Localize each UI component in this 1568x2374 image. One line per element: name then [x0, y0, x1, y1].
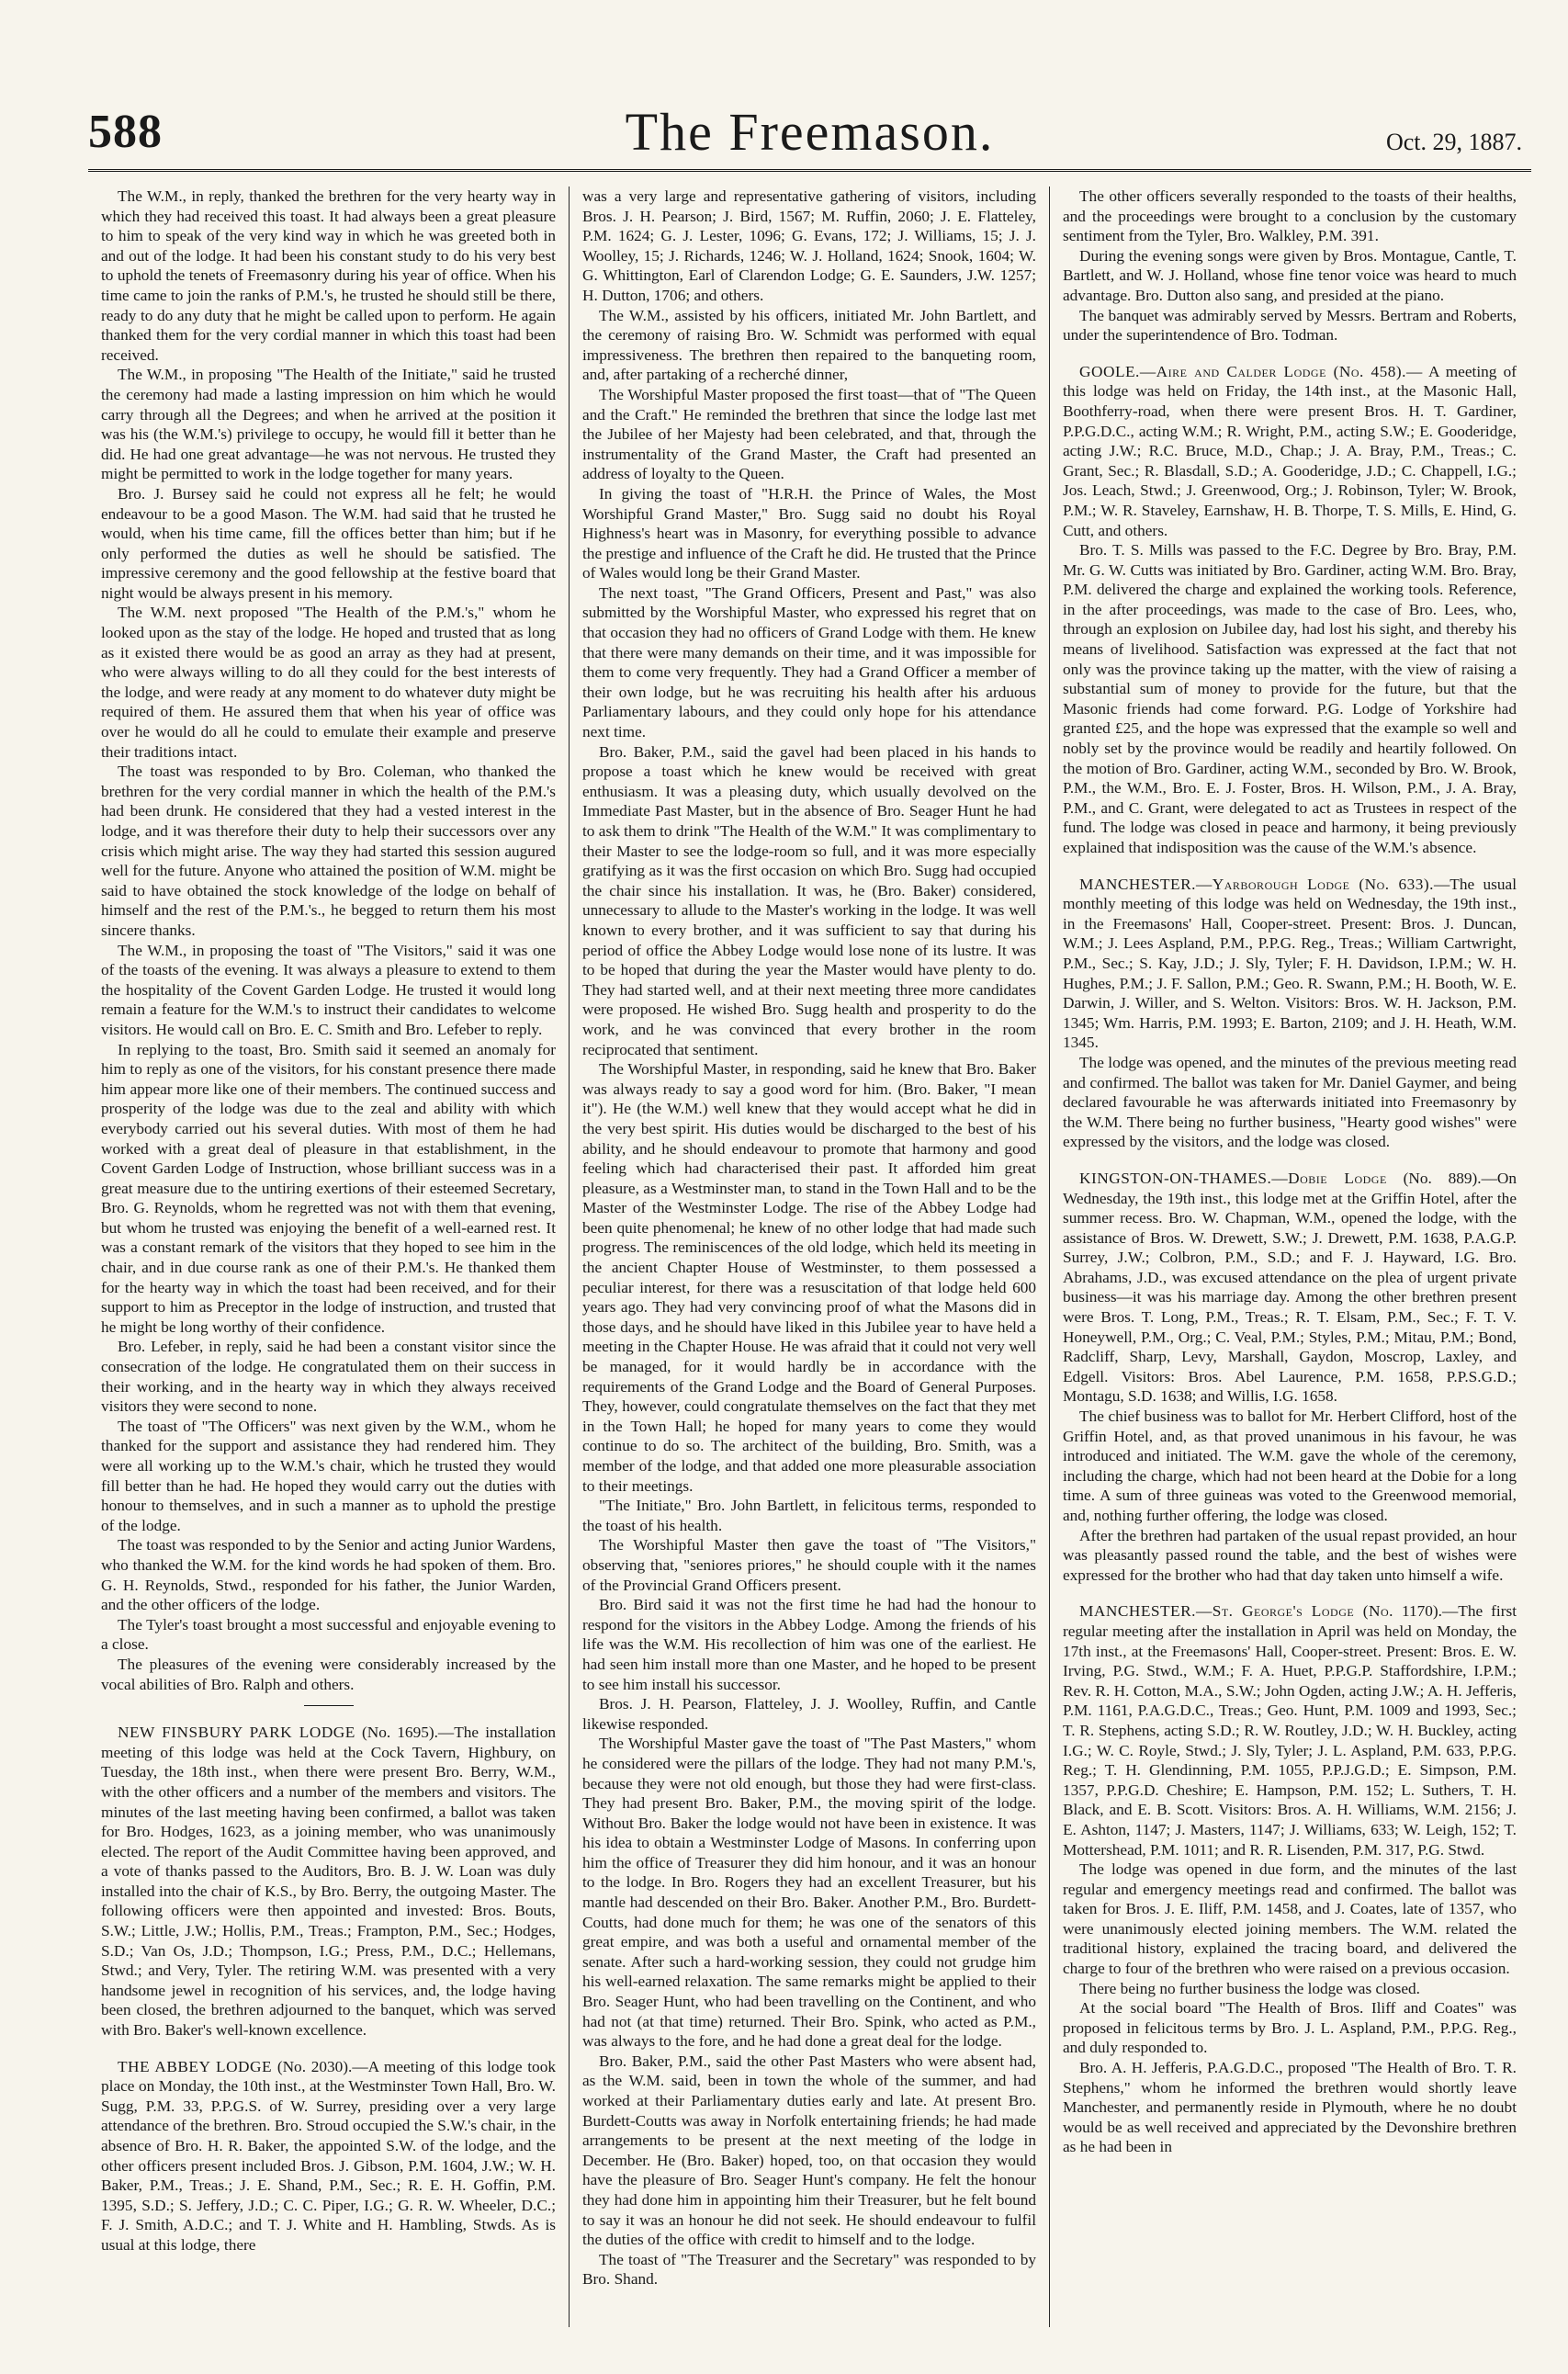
masthead — [88, 101, 1531, 172]
paragraph: At the social board "The Health of Bros. Iliff and Coates" was proposed in felicitous terms by Bro. J. L. Aspland, P.M., P.P.G. Reg., and duly responded to. — [1063, 1999, 1517, 2057]
issue-date: Oct. 29, 1887. — [1385, 129, 1522, 155]
paragraph: Bro. Lefeber, in reply, said he had been a constant visitor since the consecration of the lodge. He congratulated them on their success in their working, and in the hearty way in which they always received visitors they were second to none. — [101, 1338, 556, 1416]
section-divider — [304, 1705, 354, 1706]
paragraph: The other officers severally responded to the toasts of their healths, and the proceedings were brought to a conclusion by the customary sentiment from the Tyler, Bro. Walkley, P.M. 391. — [1063, 187, 1517, 245]
paragraph: "The Initiate," Bro. John Bartlett, in felicitous terms, responded to the toast of his health. — [582, 1497, 1036, 1534]
lodge-report — [1063, 362, 1517, 540]
paragraph: The lodge was opened, and the minutes of the previous meeting read and confirmed. The ballot was taken for Mr. Daniel Gaymer, and being declared favourable he was afterwards initiated into Freemasonry by the W.M. There being no further business, "Hearty good wishes" were expressed by the visitors, and the lodge was closed. — [1063, 1053, 1517, 1151]
paragraph: Bro. Baker, P.M., said the gavel had been placed in his hands to propose a toast which he knew would be received with great enthusiasm. It was a pleasing duty, which usually devolved on the Immediate Past Master, but in the absence of Bro. Seager Hunt he had to ask them to drink "The Health of the W.M." It was complimentary to their Master to see the lodge-room so full, and it was more especially gratifying as it was the first occasion on which Bro. Sugg had occupied the chair since his installation. It was, he (Bro. Baker) considered, unnecessary to allude to the Master's working in the lodge. It was well known to every brother, and it was sufficient to say that during his period of office the Abbey Lodge would lose none of its lustre. It was to be hoped that during the year the Master would have plenty to do. They had started well, and at their next meeting three more candidates were proposed. He wished Bro. Sugg health and prosperity to do the work, and he was convinced that every brother in the room reciprocated that sentiment. — [582, 742, 1036, 1058]
column-3 — [1049, 187, 1529, 2327]
page-number: 588 — [88, 106, 163, 158]
paragraph: The chief business was to ballot for Mr. Herbert Clifford, host of the Griffin Hotel, and, as that proved unanimous in his favour, he was introduced and initiated. The W.M. gave the whole of the ceremony, including the charge, which had not been heard at the Dobie for a long time. A sum of three guineas was voted to the Greenwood memorial, and, nothing further offering, the lodge was closed. — [1063, 1407, 1517, 1524]
paragraph: The Worshipful Master, in responding, said he knew that Bro. Baker was always ready to say a good word for him. (Bro. Baker, "I mean it"). He (the W.M.) well knew that they would accept what he did in the very best spirit. His duties would be discharged to the best of his ability, and he should endeavour to promote that harmony and good feeling which had characterised their past. It afforded him great pleasure, as a Westminster man, to stand in the Town Hall and to be the Master of the Westminster Lodge. The rise of the Abbey Lodge had been quite phenomenal; he knew of no other lodge that had made such progress. The reminiscences of the old lodge, which held its meeting in the ancient Chapter House of Westminster, to them possessed a peculiar interest, for there was a resuscitation of that lodge held 600 years ago. They had very convincing proof of what the Masons did in those days, and he should have liked in this Jubilee year to have held a meeting in the Chapter House. He was afraid that it could not very well be managed, for it would hardly be in accordance with the requirements of the Grand Lodge and the Board of General Purposes. They, however, could congratulate themselves on the fact that they met in the Town Hall; he hoped for many years to come they would continue to do so. The architect of the building, Bro. Smith, was a member of the lodge, and that added one more pleasurable association to their meetings. — [582, 1060, 1036, 1495]
section-text: 1170).—The first regular meeting after the installation in April was held on Monday, the 17th inst., at the Freemasons' Hall, Cooper-street. Present: Bros. E. W. Irving, P.G. Stwd., W.M.; F. A. Huet, P.P.G.P. Staffordshire, I.P.M.; Rev. R. H. Cotton, M.A., S.W.; John Ogden, acting J.W.; A. H. Jefferis, P.M. 1161, P.A.G.D.C., Treas.; Geo. Hunt, P.M. 1009 and 1993, Sec.; T. R. Stephens, acting S.D.; R. W. Routley, J.D.; W. H. Buckley, acting I.G.; W. C. Royle, Stwd.; J. Sly, Tyler; J. L. Aspland, P.M. 633, P.P.G. Reg.; T. H. Glendinning, P.M. 1055, P.P.J.G.D.; E. Simpson, P.M. 1357, P.P.G.D. Cheshire; E. Hampson, P.M. 152; L. Suthers, T. H. Black, and E. B. Scott. Visitors: Bros. A. H. Williams, W.M. 2156; J. E. Ashton, 1147; J. Masters, 1147; J. Williams, 633; W. Leigh, 152; T. Mottershead, P.M. 1011; and R. R. Lisenden, P.M. 317, P.G. Stwd. — [1063, 1602, 1517, 1859]
paragraph: The Worshipful Master gave the toast of "The Past Masters," whom he considered were the pillars of the lodge. They had not many P.M.'s, because they were not old enough, but those they had were first-class. They had present Bro. Baker, P.M., the moving spirit of the lodge. Without Bro. Baker the lodge would not have been in existence. It was his idea to obtain a Westminster Lodge of Masons. In conferring upon him the office of Treasurer they did him honour, and it was an honour to the lodge. In Bro. Rogers they had an excellent Treasurer, but his mantle had descended on their Bro. Baker. Another P.M., Bro. Burdett-Coutts, had done much for them; he was one of the senators of this great empire, and was both a useful and ornamental member of the senate. After such a hard-working session, they could not grudge him his well-earned relaxation. The same remarks might be applied to their Bro. Seager Hunt, who had been travelling on the Continent, and who had not (at that time) returned. Their Bro. Spink, who acted as P.M., was always to the fore, and he had done a great deal for the lodge. — [582, 1735, 1036, 2051]
paragraph: The Worshipful Master then gave the toast of "The Visitors," observing that, "seniores priores," he should couple with it the names of the Provincial Grand Officers present. — [582, 1536, 1036, 1594]
paragraph: The W.M., assisted by his officers, initiated Mr. John Bartlett, and the ceremony of raising Bro. W. Schmidt was performed with equal impressiveness. The brethren then repaired to the banqueting room, and, after partaking of a recherché dinner, — [582, 306, 1036, 384]
section-text: A meeting of this lodge was held on Friday, the 14th inst., at the Masonic Hall, Boothferry-road, when there were present Bros. H. T. Gardiner, P.P.G.D.C., acting W.M.; R. Wright, P.M., acting S.W.; E. Gooderidge, acting J.W.; R.C. Bruce, M.D., Chap.; J. A. Bray, P.M., Treas.; C. Grant, Sec.; R. Blasdall, S.D.; A. Gooderidge, J.D.; C. Chappell, I.G.; Jos. Leach, Stwd.; J. Greenwood, Org.; J. Robinson, Tyler; W. Brook, P.M.; W. R. Staveley, Earnshaw, H. B. Thorpe, T. S. Mills, E. Hind, G. Cutt, and others. — [1063, 362, 1517, 539]
paragraph: The next toast, "The Grand Officers, Present and Past," was also submitted by the Worshipful Master, who expressed his regret that on that occasion they had no officers of Grand Lodge with them. He knew that there were many demands on their time, and it was impossible for them to come very frequently. They had a Grand Officer a member of their own lodge, but he was recruiting his health after his arduous Parliamentary labours, and they could only hope for his attendance next time. — [582, 583, 1036, 741]
paragraph: There being no further business the lodge was closed. — [1079, 1979, 1420, 1997]
paragraph: The W.M., in reply, thanked the brethren for the very hearty way in which they had received this toast. It had always been a great pleasure to him to speak of the very kind way in which he was greeted both in and out of the lodge. It had been his constant study to do his very best to uphold the tenets of Freemasonry during his year of office. When his time came to join the ranks of P.M.'s, he trusted he should still be there, ready to do any duty that he might be called upon to perform. He again thanked them for the very cordial manner in which this toast had been received. — [101, 187, 556, 364]
lodge-report — [1063, 1169, 1517, 1407]
section-text: (No. 889).—On Wednesday, the 19th inst., this lodge met at the Griffin Hotel, after the summer recess. Bro. W. Chapman, W.M., opened the lodge, with the assistance of Bros. W. Drewett, S.W.; J. Drewett, P.M. 1638, P.A.G.P. Surrey, J.W.; Colbron, P.M., S.D.; and F. J. Hayward, I.G. Bro. Abrahams, J.D., was excused attendance on the plea of urgent private business—it was his marriage day. Among the other brethren present were Bros. T. Long, P.M., Treas.; R. T. Elsam, P.M., Sec.; F. T. V. Honeywell, P.M., Org.; C. Veal, P.M.; Styles, P.M.; Mitau, P.M.; Bond, Radcliff, Sharp, Levy, Marshall, Gaydon, Moscrop, Laxley, and Edgell. Visitors: Bros. Abel Laurence, P.M. 1658, P.P.S.G.D.; Montagu, S.D. 1638; and Willis, I.G. 1658. — [1063, 1169, 1517, 1406]
lodge-report — [101, 2057, 556, 2255]
section-text: (No. 2030).—A meeting of this lodge took place on Monday, the 10th inst., at the Westminster Town Hall, Bro. W. Sugg, P.M. 33, P.P.G.S. of W. Surrey, presiding over a very large attendance of the brethren. Bro. Stroud occupied the S.W.'s chair, in the absence of Bro. H. R. Baker, the appointed S.W. of the lodge, and the other officers present included Bros. J. Gibson, P.M. 1604, J.W.; W. H. Baker, P.M., Treas.; J. E. Shand, P.M., Sec.; R. E. H. Goffin, P.M. 1395, S.D.; S. Jeffery, J.D.; C. C. Piper, I.G.; G. R. W. Wheeler, D.C.; F. J. Smith, A.D.C.; and T. J. White and H. Hambling, Stwds. As is usual at this lodge, there — [101, 2057, 556, 2254]
paragraph: The W.M., in proposing the toast of "The Visitors," said it was one of the toasts of the evening. It was always a pleasure to extend to them the hospitality of the Covent Garden Lodge. He trusted it would long remain a feature for the W.M.'s to instruct their candidates to welcome visitors. He would call on Bro. E. C. Smith and Bro. Lefeber to reply. — [101, 941, 556, 1038]
paragraph: Bro. J. Bursey said he could not express all he felt; he would endeavour to be a good Mason. The W.M. had said that he trusted he would, when his time came, fill the offices better than him; but if he only performed the duties as well he should be satisfied. The impressive ceremony and the good fellowship at the festive board that night would be always present in his memory. — [101, 484, 556, 602]
lodge-report — [1063, 1601, 1517, 1860]
paragraph: The toast was responded to by the Senior and acting Junior Wardens, who thanked the W.M. for the kind words he had spoken of them. Bro. G. H. Reynolds, Stwd., responded for his father, the Junior Warden, and the other officers of the lodge. — [101, 1536, 556, 1614]
paragraph: The Worshipful Master proposed the first toast—that of "The Queen and the Craft." He reminded the brethren that since the lodge last met the Jubilee of her Majesty had been celebrated, and that, through the instrumentality of the Grand Master, the Craft had presented an address of loyalty to the Queen. — [582, 385, 1036, 483]
section-heading: KINGSTON-ON-THAMES.—Dobie Lodge — [1079, 1169, 1387, 1187]
section-heading: MANCHESTER.—Yarborough Lodge (No. 633). — [1079, 875, 1434, 893]
paragraph: The W.M. next proposed "The Health of the P.M.'s," whom he looked upon as the stay of the lodge. He hoped and trusted that as long as it existed there would be as good an array as they had at present, who were always willing to do all they could for the best interests of the lodge, and were ready at any moment to do whatever duty might be required of them. He assured them that when his year of office was over he would do all he could to emulate their example and preserve their traditions intact. — [101, 604, 556, 761]
paragraph: Bros. J. H. Pearson, Flatteley, J. J. Woolley, Ruffin, and Cantle likewise responded. — [582, 1695, 1036, 1733]
column-1 — [88, 187, 569, 2327]
lodge-report — [1063, 875, 1517, 1053]
section-text: (No. 1695).—The installation meeting of this lodge was held at the Cock Tavern, Highbury, on Tuesday, the 18th inst., when there were present Bro. Berry, W.M., with the other officers and a number of the members and visitors. The minutes of the last meeting having been confirmed, a ballot was taken for Bro. Hodges, 1623, as a joining member, who was unanimously elected. The report of the Audit Committee having been approved, and a vote of thanks passed to the Auditors, Bro. B. J. W. Loan was duly installed into the chair of K.S., by Bro. Berry, the outgoing Master. The following officers were then appointed and invested: Bros. Bouts, S.W.; Little, J.W.; Hollis, P.M., Treas.; Frampton, P.M., Sec.; Hodges, S.D.; Van Os, J.D.; Thompson, I.G.; Press, P.M., D.C.; Hellemans, Stwd.; and Very, Tyler. The retiring W.M. was presented with a very handsome jewel in recognition of his services, and, the lodge having been closed, the brethren adjourned to the banquet, which was served with Bro. Baker's well-known excellence. — [101, 1724, 556, 2040]
section-heading: THE ABBEY LODGE — [118, 2057, 273, 2075]
section-text: —The usual monthly meeting of this lodge was held on Wednesday, the 19th inst., in the Freemasons' Hall, Cooper-street. Present: Bros. J. Duncan, W.M.; J. Lees Aspland, P.M., P.P.G. Reg., Treas.; William Cartwright, P.M., Sec.; S. Kay, J.D.; J. Sly, Tyler; F. H. Davidson, I.P.M.; W. H. Hughes, P.M.; J. F. Sallon, P.M.; Geo. R. Swann, P.M.; H. Booth, W. E. Darwin, J. Willer, and S. Welton. Visitors: Bros. W. H. Jackson, P.M. 1345; Wm. Harris, P.M. 1993; E. Barton, 2109; and J. H. Heath, W.M. 1345. — [1063, 875, 1517, 1052]
newspaper-title: The Freemason. — [625, 102, 995, 162]
paragraph: In giving the toast of "H.R.H. the Prince of Wales, the Most Worshipful Grand Master," Bro. Sugg said no doubt his Royal Highness's heart was in Masonry, for everything possible to advance the prestige and influence of the Craft he did. He trusted that the Prince of Wales would long be their Grand Master. — [582, 484, 1036, 582]
section-heading: MANCHESTER.—St. George's Lodge (No. — [1079, 1602, 1393, 1621]
column-2 — [569, 187, 1049, 2327]
paragraph: Bro. Bird said it was not the first time he had had the honour to respond for the visitors in the Abbey Lodge. Among the friends of his life was the W.M. His recollection of him was one of the earliest. He had seen him install more than one Master, and he hoped to be present to see him install his successor. — [582, 1596, 1036, 1693]
article-columns — [88, 187, 1531, 2327]
paragraph: During the evening songs were given by Bros. Montague, Cantle, T. Bartlett, and W. J. Holland, whose fine tenor voice was heard to much advantage. Bro. Dutton also sang, and presided at the piano. — [1063, 246, 1517, 304]
paragraph: Bro. T. S. Mills was passed to the F.C. Degree by Bro. Bray, P.M. Mr. G. W. Cutts was initiated by Bro. Gardiner, acting W.M. Bro. Bray, P.M. delivered the charge and explained the working tools. Reference, in the after proceedings, was made to the case of Bro. Lees, who, through an explosion on Jubilee day, had lost his sight, and thereby his means of livelihood. Satisfaction was expressed at the fact that not only was the province taking up the matter, with the view of raising a substantial sum of money to provide for the future, but that the Masonic friends had come forward. P.G. Lodge of Yorkshire had granted £25, and the hope was expressed that the example so well and nobly set by the province would be readily and heartily followed. On the motion of Bro. Gardiner, acting W.M., seconded by Bro. W. Brook, P.M., the W.M., Bro. E. J. Foster, Bros. H. Wilson, P.M., J. A. Bray, P.M., and C. Grant, were delegated to act as Trustees in respect of the fund. The lodge was closed in peace and harmony, it being previously explained that indisposition was the cause of the W.M.'s absence. — [1063, 541, 1517, 856]
paragraph: The lodge was opened in due form, and the minutes of the last regular and emergency meetings read and confirmed. The ballot was taken for Bros. J. E. Iliff, P.M. 1458, and J. Coates, late of 1357, who were unanimously elected joining members. The W.M. related the traditional history, explained the tracing board, and delivered the charge to four of the brethren who were raised on a previous occasion. — [1063, 1860, 1517, 1978]
paragraph: The banquet was admirably served by Messrs. Bertram and Roberts, under the superintendence of Bro. Todman. — [1063, 306, 1517, 345]
section-heading: GOOLE.—Aire and Calder Lodge (No. 458).— — [1079, 362, 1423, 380]
section-heading: NEW FINSBURY PARK LODGE — [118, 1724, 355, 1742]
paragraph: The Tyler's toast brought a most successful and enjoyable evening to a close. — [101, 1615, 556, 1654]
paragraph: The W.M., in proposing "The Health of the Initiate," said he trusted the ceremony had made a lasting impression on him which he would carry through all the Degrees; and when he arrived at the position it was his (the W.M.'s) privilege to occupy, he would fill it better than he did. He had one great advantage—he was not nervous. He trusted they might be permitted to work in the lodge together for many years. — [101, 366, 556, 483]
paragraph: was a very large and representative gathering of visitors, including Bros. J. H. Pearson; J. Bird, 1567; M. Ruffin, 2060; J. E. Flatteley, P.M. 1624; G. J. Lester, 1096; G. Evans, 172; J. Williams, 15; J. J. Woolley, 15; J. Richards, 1246; W. J. Holland, 1624; Snook, 1604; W. G. Whittington, Earl of Clarendon Lodge; G. E. Saunders, J.W. 1257; H. Dutton, 1706; and others. — [582, 187, 1036, 304]
paragraph: The toast of "The Officers" was next given by the W.M., whom he thanked for the support and assistance they had rendered him. They were all working up to the W.M.'s chair, which he trusted they would fill better than he had. He hoped they would carry out the duties with honour to themselves, and in such a manner as to uphold the prestige of the lodge. — [101, 1417, 556, 1534]
paragraph: Bro. A. H. Jefferis, P.A.G.D.C., proposed "The Health of Bro. T. R. Stephens," whom he informed the brethren would shortly leave Manchester, and permanently reside in Plymouth, where he no doubt would be as well received and appreciated by the Devonshire brethren as he had been in — [1063, 2059, 1517, 2156]
paragraph: Bro. Baker, P.M., said the other Past Masters who were absent had, as the W.M. said, been in town the whole of the summer, and had worked at their Parliamentary duties early and late. At present Bro. Burdett-Coutts was away in Norfolk entertaining friends; he had made arrangements to be present at the next meeting of the lodge in December. He (Bro. Baker) hoped, too, on that occasion they would have the pleasure of Bro. Seager Hunt's company. He felt the honour they had done him in appointing him their Treasurer, but he felt bound to say it was an honour he did not seek. He should endeavour to fulfil the duties of the office with credit to himself and to the lodge. — [582, 2052, 1036, 2249]
paragraph: The pleasures of the evening were considerably increased by the vocal abilities of Bro. Ralph and others. — [101, 1655, 556, 1693]
paragraph: The toast was responded to by Bro. Coleman, who thanked the brethren for the very cordial manner in which the health of the P.M.'s had been drunk. He considered that they had a vested interest in the lodge, and it was therefore their duty to help their successors over any crisis which might arise. The way they had started this session augured well for the future. Anyone who attained the position of W.M. might be said to have obtained the stock knowledge of the lodge on behalf of himself and the rest of the P.M.'s., he begged to return them his most sincere thanks. — [101, 763, 556, 939]
lodge-report — [101, 1723, 556, 2041]
paragraph: The toast of "The Treasurer and the Secretary" was responded to by Bro. Shand. — [582, 2250, 1036, 2289]
paragraph: In replying to the toast, Bro. Smith said it seemed an anomaly for him to reply as one of the visitors, for his constant presence there made him appear more like one of their members. The continued success and prosperity of the lodge was due to the zeal and ability with which everybody carried out his several duties. With most of them he had worked with a great deal of pleasure in that establishment, in the Covent Garden Lodge of Instruction, whose brilliant success was in a great measure due to the untiring exertions of their esteemed Secretary, Bro. G. Reynolds, whom he regretted was not with them that evening, but whom he trusted was enjoying the benefit of a well-earned rest. It was a constant remark of the visitors that they hoped to see him in the chair, and in due course rank as one of their P.M.'s. He thanked them for the hearty way in which the toast had been received, and for their support to him as Preceptor in the lodge of instruction, and trusted that he might be long worthy of their confidence. — [101, 1040, 556, 1336]
paragraph: After the brethren had partaken of the usual repast provided, an hour was pleasantly passed round the table, and the best of wishes were expressed for the brother who had that day taken unto himself a wife. — [1063, 1526, 1517, 1584]
